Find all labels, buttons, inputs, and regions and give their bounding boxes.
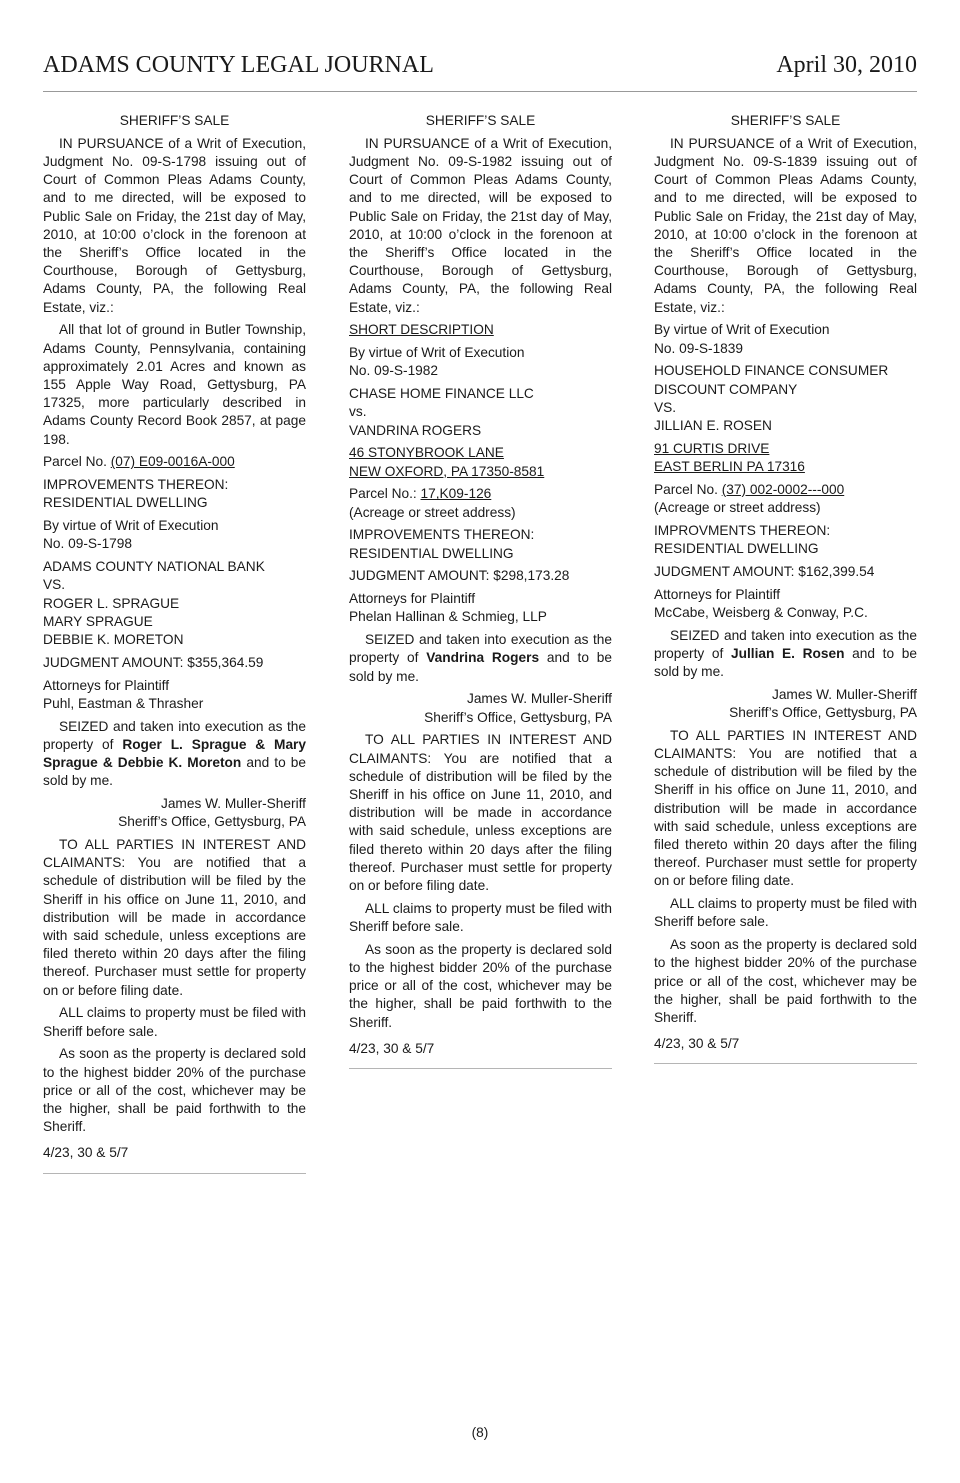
sheriff-signature bbox=[43, 795, 306, 831]
publication-dates: 4/23, 30 & 5/7 bbox=[654, 1036, 740, 1052]
writ-line bbox=[654, 321, 917, 357]
attorneys-name: Phelan Hallinan & Schmieg, LLP bbox=[349, 609, 547, 625]
improvements-label: IMPROVEMENTS THEREON: bbox=[349, 527, 535, 543]
parcel-line bbox=[43, 453, 306, 471]
property-description: All that lot of ground in Butler Township, Adams County, Pennsylvania, containing approximately 2.01 Acres and known as 155 Apple Way Road, Gettysburg, PA 17325, more particularly described in Adams County Record Book 2857, at page 198. bbox=[43, 322, 306, 447]
column-end-rule bbox=[349, 1068, 612, 1069]
improvements bbox=[654, 522, 917, 558]
page-header bbox=[43, 52, 917, 82]
parcel-number: 17,K09-126 bbox=[420, 486, 492, 502]
publication-dates: 4/23, 30 & 5/7 bbox=[349, 1040, 435, 1056]
versus: vs. bbox=[349, 404, 367, 420]
attorneys bbox=[349, 590, 612, 626]
acreage-note: (Acreage or street address) bbox=[349, 504, 516, 520]
claims-notice: ALL claims to property must be filed with Sheriff before sale. bbox=[654, 896, 917, 930]
improvements bbox=[43, 476, 306, 512]
improvements-label: IMPROVEMENTS THEREON: bbox=[43, 477, 229, 493]
defendant: MARY SPRAGUE bbox=[43, 613, 153, 629]
defendant: JILLIAN E. ROSEN bbox=[654, 418, 772, 434]
parcel-label: Parcel No. bbox=[654, 481, 718, 497]
sheriff-name: James W. Muller-Sheriff bbox=[466, 691, 612, 707]
seized-text: SEIZED and taken into execution as the property of bbox=[654, 627, 917, 661]
notice-title: SHERIFF’S SALE bbox=[119, 113, 230, 128]
notice-column-1 bbox=[43, 112, 306, 1174]
seized-text: SEIZED and taken into execution as the property of bbox=[349, 632, 612, 666]
attorneys-label: Attorneys for Plaintiff bbox=[654, 586, 781, 602]
attorneys bbox=[43, 677, 306, 713]
short-description-heading: SHORT DESCRIPTION bbox=[349, 322, 494, 338]
writ-label: By virtue of Writ of Execution bbox=[349, 345, 525, 361]
sheriff-office: Sheriff’s Office, Gettysburg, PA bbox=[729, 705, 917, 721]
versus: VS. bbox=[654, 399, 677, 415]
defendant: DEBBIE K. MORETON bbox=[43, 632, 184, 648]
property-address bbox=[654, 440, 917, 476]
plaintiff: ADAMS COUNTY NATIONAL BANK bbox=[43, 559, 265, 575]
journal-title: ADAMS COUNTY LEGAL JOURNAL bbox=[43, 52, 434, 78]
sheriff-signature bbox=[349, 690, 612, 726]
attorneys-name: McCabe, Weisberg & Conway, P.C. bbox=[654, 604, 868, 620]
parties-notice: TO ALL PARTIES IN INTEREST AND CLAIMANTS: You are notified that a schedule of distribution will be filed by the Sheriff in his office on June 11, 2010, and distribution will be made in accordance with said schedule, unless exceptions are filed thereto within 20 days after the filing thereof. Purchaser must settle for property on or before filing date. bbox=[654, 727, 917, 889]
defendant: VANDRINA ROGERS bbox=[349, 422, 482, 438]
address-line: EAST BERLIN PA 17316 bbox=[654, 459, 805, 475]
attorneys-label: Attorneys for Plaintiff bbox=[43, 677, 170, 693]
pursuance-paragraph: IN PURSUANCE of a Writ of Execution, Judgment No. 09-S-1839 issuing out of Court of Common Pleas Adams County, and to me directed, will be exposed to Public Sale on Friday, the 21st day of May, 2010, at 10:00 o’clock in the forenoon at the Sheriff’s Office located in the Courthouse, Borough of Gettysburg, Adams County, PA, the following Real Estate, viz.: bbox=[654, 135, 917, 315]
parcel-line bbox=[654, 481, 917, 517]
seized-owner: Jullian E. Rosen bbox=[731, 645, 845, 661]
pursuance-paragraph: IN PURSUANCE of a Writ of Execution, Judgment No. 09-S-1982 issuing out of Court of Common Pleas Adams County, and to me directed, will be exposed to Public Sale on Friday, the 21st day of May, 2010, at 10:00 o’clock in the forenoon at the Sheriff’s Office located in the Courthouse, Borough of Gettysburg, Adams County, PA, the following Real Estate, viz.: bbox=[349, 135, 612, 315]
writ-number: No. 09-S-1839 bbox=[654, 340, 744, 356]
improvements-label: IMPROVMENTS THEREON: bbox=[654, 522, 831, 538]
publication-dates: 4/23, 30 & 5/7 bbox=[43, 1145, 129, 1161]
versus: VS. bbox=[43, 577, 66, 593]
address-line: 91 CURTIS DRIVE bbox=[654, 440, 770, 456]
issue-date: April 30, 2010 bbox=[776, 52, 917, 78]
parties-block bbox=[654, 362, 917, 435]
address-line: 46 STONYBROOK LANE bbox=[349, 445, 504, 461]
page-number: (8) bbox=[471, 1425, 489, 1440]
writ-number: No. 09-S-1982 bbox=[349, 363, 439, 379]
writ-line bbox=[349, 344, 612, 380]
seized-paragraph bbox=[654, 627, 917, 682]
defendant: ROGER L. SPRAGUE bbox=[43, 595, 180, 611]
plaintiff: DISCOUNT COMPANY bbox=[654, 381, 798, 397]
seized-owner: Vandrina Rogers bbox=[426, 650, 540, 666]
parcel-label: Parcel No. bbox=[43, 454, 107, 470]
writ-number: No. 09-S-1798 bbox=[43, 536, 133, 552]
sheriff-office: Sheriff’s Office, Gettysburg, PA bbox=[118, 814, 306, 830]
seized-text-end: and to be sold by me. bbox=[654, 645, 918, 680]
judgment-amount: JUDGMENT AMOUNT: $298,173.28 bbox=[349, 568, 570, 584]
address-line: NEW OXFORD, PA 17350-8581 bbox=[349, 463, 545, 479]
attorneys-label: Attorneys for Plaintiff bbox=[349, 591, 476, 607]
attorneys bbox=[654, 586, 917, 622]
notice-title: SHERIFF’S SALE bbox=[425, 113, 536, 128]
notice-column-2 bbox=[349, 112, 612, 1069]
sale-terms: As soon as the property is declared sold to the highest bidder 20% of the purchase price or all of the cost, whichever may be the higher, shall be paid forthwith to the Sheriff. bbox=[43, 1046, 306, 1135]
notice-title: SHERIFF’S SALE bbox=[730, 113, 841, 128]
parcel-number: (07) E09-0016A-000 bbox=[110, 454, 235, 470]
column-end-rule bbox=[654, 1063, 917, 1064]
improvements bbox=[349, 526, 612, 562]
attorneys-name: Puhl, Eastman & Thrasher bbox=[43, 695, 204, 711]
seized-text: SEIZED and taken into execution as the property of bbox=[43, 718, 306, 752]
judgment-amount: JUDGMENT AMOUNT: $162,399.54 bbox=[654, 563, 875, 579]
parties-block bbox=[349, 385, 612, 440]
sheriff-name: James W. Muller-Sheriff bbox=[771, 686, 917, 702]
sale-terms: As soon as the property is declared sold to the highest bidder 20% of the purchase price or all of the cost, whichever may be the higher, shall be paid forthwith to the Sheriff. bbox=[349, 941, 612, 1030]
sale-terms: As soon as the property is declared sold to the highest bidder 20% of the purchase price or all of the cost, whichever may be the higher, shall be paid forthwith to the Sheriff. bbox=[654, 937, 917, 1026]
acreage-note: (Acreage or street address) bbox=[654, 500, 821, 516]
seized-owner: Roger L. Sprague & Mary Sprague & Debbie K. Moreton bbox=[43, 736, 306, 771]
sheriff-name: James W. Muller-Sheriff bbox=[160, 796, 306, 812]
writ-line bbox=[43, 517, 306, 553]
sheriff-signature bbox=[654, 686, 917, 722]
seized-paragraph bbox=[349, 631, 612, 686]
plaintiff: CHASE HOME FINANCE LLC bbox=[349, 386, 534, 402]
writ-label: By virtue of Writ of Execution bbox=[43, 518, 219, 534]
notice-column-3 bbox=[654, 112, 917, 1064]
parcel-number: (37) 002-0002---000 bbox=[721, 481, 845, 497]
header-divider bbox=[43, 91, 917, 92]
improvements-value: RESIDENTIAL DWELLING bbox=[43, 495, 208, 511]
parcel-line bbox=[349, 485, 612, 521]
seized-paragraph bbox=[43, 718, 306, 791]
writ-label: By virtue of Writ of Execution bbox=[654, 322, 830, 338]
pursuance-paragraph: IN PURSUANCE of a Writ of Execution, Judgment No. 09-S-1798 issuing out of Court of Common Pleas Adams County, and to me directed, will be exposed to Public Sale on Friday, the 21st day of May, 2010, at 10:00 o’clock in the forenoon at the Sheriff’s Office located in the Courthouse, Borough of Gettysburg, Adams County, PA, the following Real Estate, viz.: bbox=[43, 135, 306, 315]
parties-notice: TO ALL PARTIES IN INTEREST AND CLAIMANTS: You are notified that a schedule of distribution will be filed by the Sheriff in his office on June 11, 2010, and distribution will be made in accordance with said schedule, unless exceptions are filed thereto within 20 days after the filing thereof. Purchaser must settle for property on or before filing date. bbox=[43, 837, 306, 998]
improvements-value: RESIDENTIAL DWELLING bbox=[654, 541, 819, 557]
improvements-value: RESIDENTIAL DWELLING bbox=[349, 545, 514, 561]
parties-notice: TO ALL PARTIES IN INTEREST AND CLAIMANTS: You are notified that a schedule of distribution will be filed by the Sheriff in his office on June 11, 2010, and distribution will be made in accordance with said schedule, unless exceptions are filed thereto within 20 days after the filing thereof. Purchaser must settle for property on or before filing date. bbox=[349, 732, 612, 894]
plaintiff: HOUSEHOLD FINANCE CONSUMER bbox=[654, 363, 889, 379]
parcel-label: Parcel No.: bbox=[349, 486, 417, 502]
seized-text-end: and to be sold by me. bbox=[43, 755, 306, 789]
sheriff-office: Sheriff’s Office, Gettysburg, PA bbox=[424, 709, 612, 725]
property-address bbox=[349, 444, 612, 480]
parties-block bbox=[43, 558, 306, 649]
judgment-amount: JUDGMENT AMOUNT: $355,364.59 bbox=[43, 654, 264, 670]
seized-text-end: and to be sold by me. bbox=[349, 650, 612, 684]
column-end-rule bbox=[43, 1173, 306, 1174]
claims-notice: ALL claims to property must be filed with Sheriff before sale. bbox=[43, 1005, 306, 1039]
claims-notice: ALL claims to property must be filed with Sheriff before sale. bbox=[349, 900, 612, 935]
